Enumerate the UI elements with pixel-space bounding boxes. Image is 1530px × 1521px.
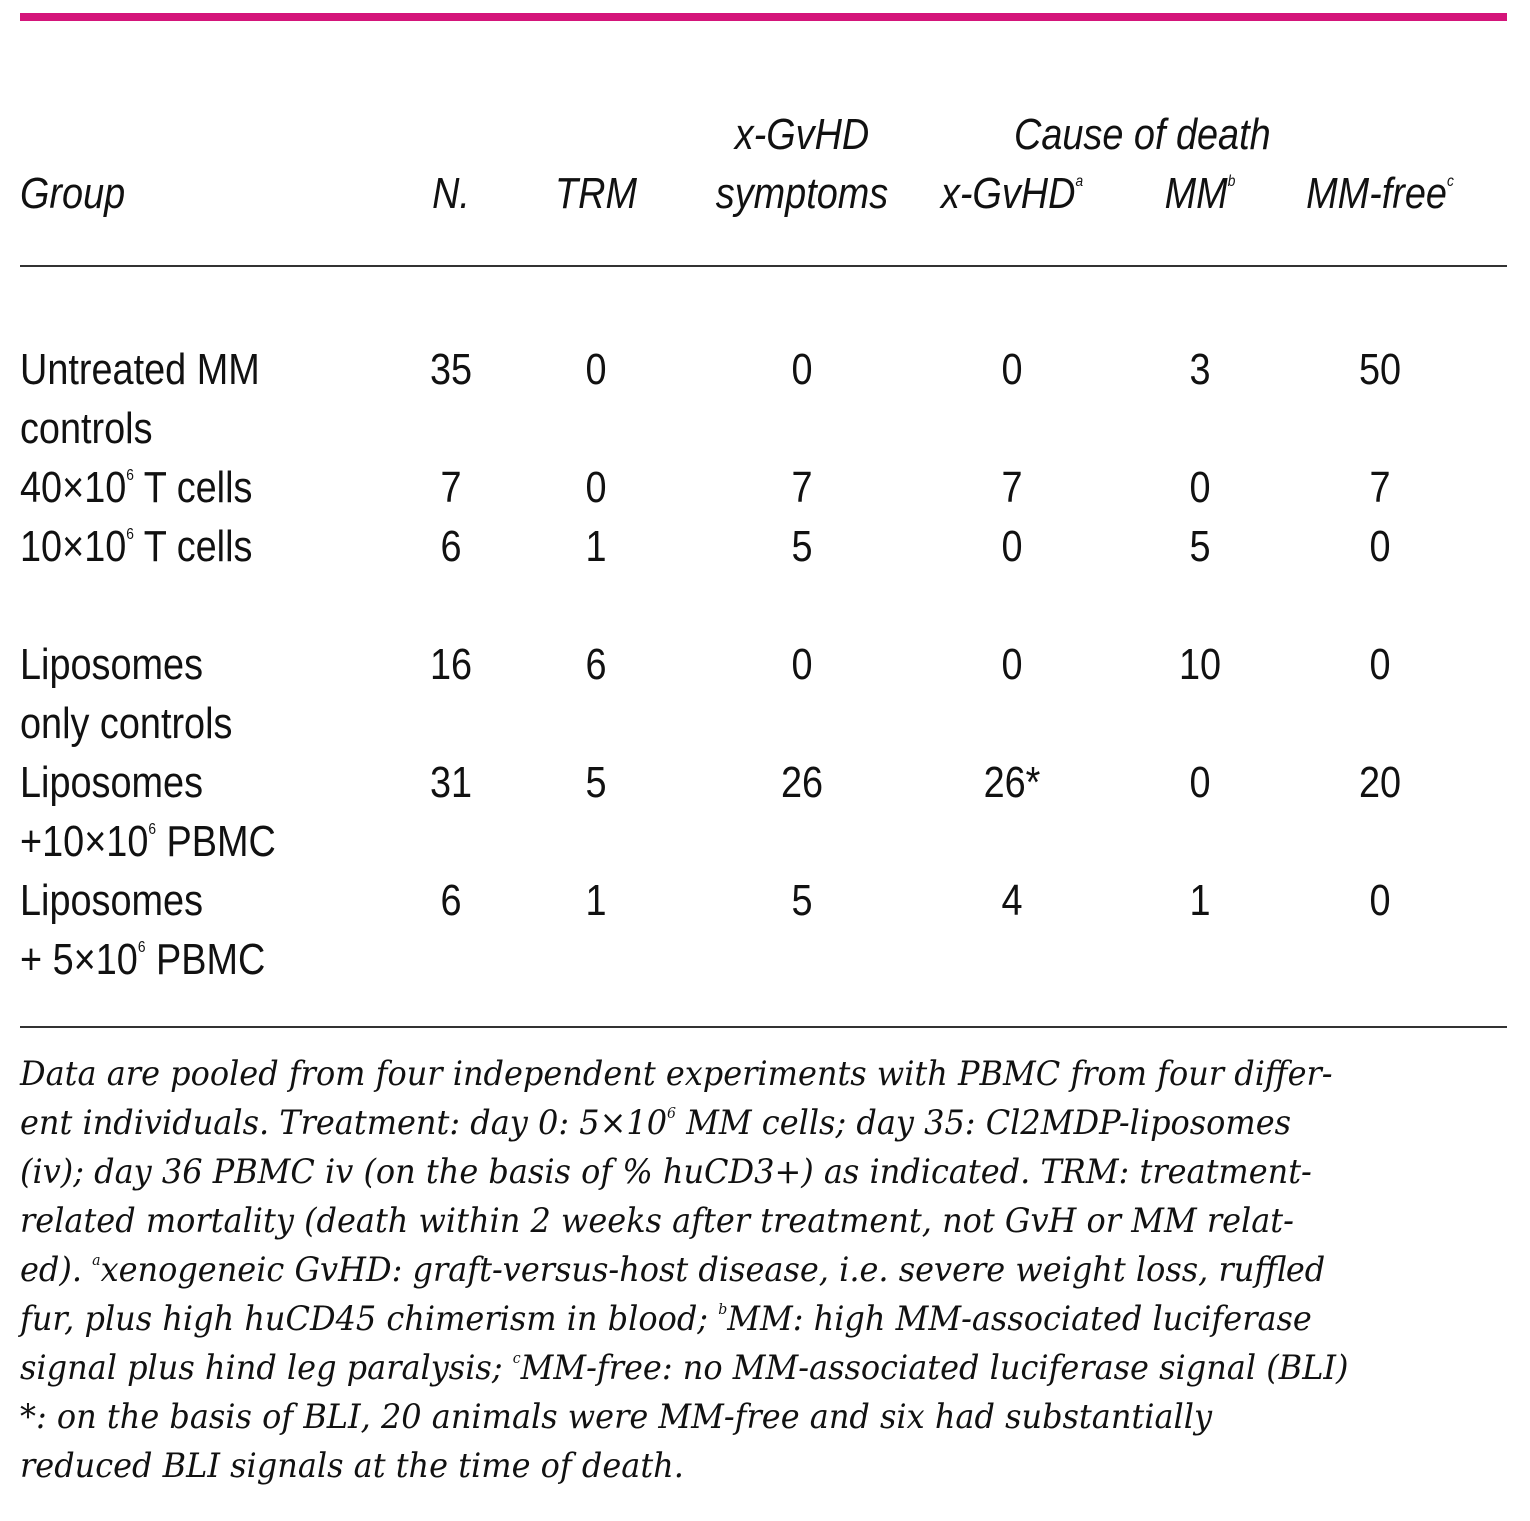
header-cause-xgvhd: x-GvHD$^a$	[940, 169, 1084, 218]
cell-mm: 0	[1189, 463, 1211, 512]
header-xgvhd-line2: symptoms	[715, 169, 889, 218]
cell-symptoms: 26	[780, 758, 824, 807]
footnote-line: *: on the basis of BLI, 20 animals were MM-free and six had substantially	[20, 1397, 1213, 1437]
header-group: Group	[20, 169, 126, 218]
header-cause-mm-free: MM-free$^c$	[1306, 169, 1454, 218]
row-group-label: $40\times 10^6$ T cells	[20, 463, 253, 512]
cell-n: 7	[440, 463, 462, 512]
cell-n: 6	[440, 522, 462, 571]
cell-mm: 0	[1189, 758, 1211, 807]
row-group-label: Untreated MM	[20, 345, 260, 394]
cell-symptoms: 0	[791, 640, 813, 689]
cell-mm-free: 0	[1369, 522, 1391, 571]
cell-mm-free: 0	[1369, 876, 1391, 925]
footnote-line: signal plus hind leg paralysis; $^c$MM-free: no MM-associated luciferase signal (BLI)	[20, 1348, 1349, 1388]
row-group-label: Liposomes	[20, 640, 203, 689]
header-n: N.	[432, 169, 470, 218]
cell-trm: 1	[585, 522, 607, 571]
cell-xgvhd: 0	[1001, 522, 1023, 571]
cell-symptoms: 7	[791, 463, 813, 512]
footnote-line: related mortality (death within 2 weeks after treatment, not GvH or MM relat-	[20, 1201, 1294, 1241]
cell-xgvhd: 4	[1001, 876, 1023, 925]
footnote-line: fur, plus high huCD45 chimerism in blood; $^b$MM: high MM-associated luciferase	[20, 1299, 1312, 1339]
cell-mm-free: 20	[1358, 758, 1402, 807]
row-group-label: + $5\times 10^6$ PBMC	[20, 935, 266, 984]
row-group-label: only controls	[20, 699, 233, 748]
header-rule	[20, 265, 1507, 267]
cell-xgvhd: 26*	[983, 758, 1041, 807]
row-group-label: $10\times 10^6$ T cells	[20, 522, 253, 571]
cell-xgvhd: 0	[1001, 640, 1023, 689]
footnote-line: reduced BLI signals at the time of death.	[20, 1446, 684, 1486]
cell-xgvhd: 0	[1001, 345, 1023, 394]
cell-trm: 0	[585, 345, 607, 394]
cell-symptoms: 5	[791, 876, 813, 925]
header-cause-of-death: Cause of death	[1014, 110, 1271, 159]
cell-trm: 0	[585, 463, 607, 512]
cell-trm: 6	[585, 640, 607, 689]
cell-mm-free: 7	[1369, 463, 1391, 512]
row-group-label: Liposomes	[20, 876, 203, 925]
cell-symptoms: 5	[791, 522, 813, 571]
cell-n: 35	[429, 345, 473, 394]
footnote-line: ed). $^a$xenogeneic GvHD: graft-versus-host disease, i.e. severe weight loss, ruffled	[20, 1250, 1326, 1290]
footnote-line: ent individuals. Treatment: day 0: $5\times 10^6$ MM cells; day 35: Cl2MDP-liposomes	[20, 1103, 1292, 1143]
row-group-label: Liposomes	[20, 758, 203, 807]
cell-trm: 1	[585, 876, 607, 925]
table-footnote	[20, 1050, 1507, 1491]
cell-mm: 5	[1189, 522, 1211, 571]
cell-symptoms: 0	[791, 345, 813, 394]
cell-mm: 3	[1189, 345, 1211, 394]
cell-trm: 5	[585, 758, 607, 807]
footnote-line: (iv); day 36 PBMC iv (on the basis of % huCD3+) as indicated. TRM: treatment-	[20, 1152, 1312, 1192]
cell-n: 31	[429, 758, 473, 807]
header-trm: TRM	[555, 169, 637, 218]
cell-mm-free: 50	[1358, 345, 1402, 394]
header-xgvhd-line1: x-GvHD	[734, 110, 870, 159]
cell-mm: 1	[1189, 876, 1211, 925]
cell-xgvhd: 7	[1001, 463, 1023, 512]
header-cause-mm: $MM^b$	[1164, 169, 1236, 218]
row-group-label: $+10\times 10^6$ PBMC	[20, 817, 276, 866]
cell-n: 16	[429, 640, 473, 689]
row-group-label: controls	[20, 404, 153, 453]
cell-mm: 10	[1178, 640, 1222, 689]
cell-n: 6	[440, 876, 462, 925]
footer-rule	[20, 1026, 1507, 1028]
top-accent-bar	[20, 13, 1507, 21]
footnote-line: Data are pooled from four independent experiments with PBMC from four differ-	[20, 1054, 1333, 1094]
cell-mm-free: 0	[1369, 640, 1391, 689]
